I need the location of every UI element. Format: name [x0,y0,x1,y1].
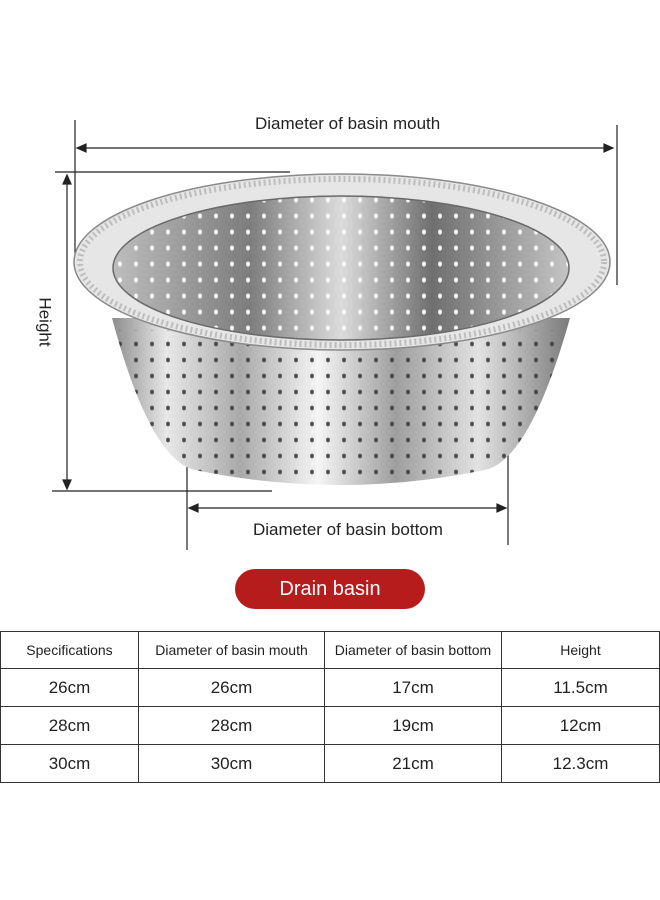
table-row [1,669,660,707]
bottom-diameter-label: Diameter of basin bottom [253,520,443,539]
table-row [1,707,660,745]
mouth-diameter-label: Diameter of basin mouth [255,114,441,133]
table-cell: 19cm [325,707,502,745]
product-name-badge: Drain basin [235,569,425,609]
table-row [1,745,660,783]
header-mouth-diameter: Diameter of basin mouth [139,632,325,669]
table-cell: 12cm [502,707,660,745]
header-specifications: Specifications [1,632,139,669]
table-cell: 21cm [325,745,502,783]
specification-table [0,631,660,783]
table-cell: 11.5cm [502,669,660,707]
table-cell: 28cm [139,707,325,745]
table-cell: 12.3cm [502,745,660,783]
table-cell: 26cm [139,669,325,707]
table-cell: 30cm [139,745,325,783]
header-height: Height [502,632,660,669]
table-header-row [1,632,660,669]
table-cell: 30cm [1,745,139,783]
table-cell: 17cm [325,669,502,707]
header-bottom-diameter: Diameter of basin bottom [325,632,502,669]
table-cell: 28cm [1,707,139,745]
colander-bowl [74,174,610,490]
table-cell: 26cm [1,669,139,707]
height-label: Height [35,297,55,347]
